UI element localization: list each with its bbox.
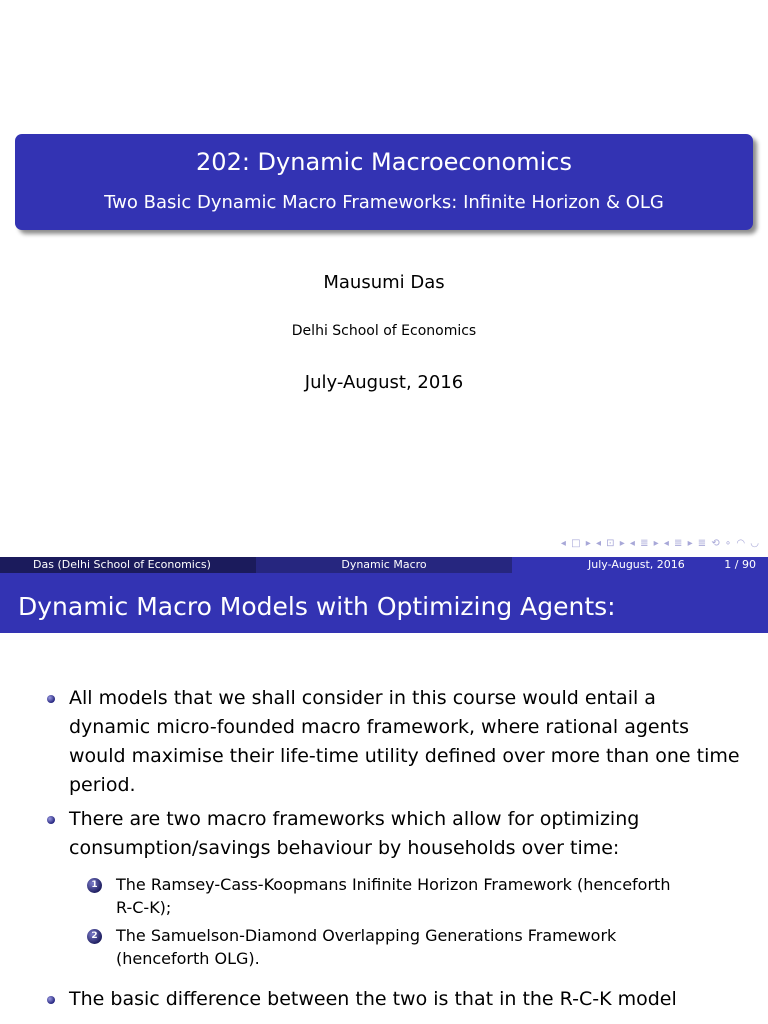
presentation-title: 202: Dynamic Macroeconomics — [196, 148, 572, 176]
presentation-subtitle: Two Basic Dynamic Macro Frameworks: Infinite Horizon & OLG — [104, 192, 664, 213]
bullet-icon — [47, 996, 55, 1004]
bullet-line: consumption/savings behaviour by households over time: — [69, 837, 620, 859]
bullet-line: The basic difference between the two is that in the R-C-K model — [69, 988, 677, 1010]
item-line: R-C-K); — [116, 898, 172, 917]
institute-name: Delhi School of Economics — [291, 323, 477, 339]
presentation-date: July-August, 2016 — [304, 372, 464, 393]
item-number-icon: 1 — [87, 878, 102, 893]
footer-author-institute: Das (Delhi School of Economics) — [0, 557, 256, 573]
footer-short-title: Dynamic Macro — [256, 557, 512, 573]
beamer-navigation-icons[interactable]: ◂ □ ▸ ◂ ⊡ ▸ ◂ ≣ ▸ ◂ ≣ ▸ ≣ ⟲ ∘ ◠ ◡ — [560, 538, 760, 549]
item-line: The Samuelson-Diamond Overlapping Generations Framework — [116, 926, 617, 945]
bullet-line: All models that we shall consider in this course would entail a — [69, 687, 656, 709]
item-line: (henceforth OLG). — [116, 949, 260, 968]
author-name: Mausumi Das — [323, 272, 445, 293]
item-line: The Ramsey-Cass-Koopmans Inifinite Horizon Framework (henceforth — [116, 875, 671, 894]
footer-date: July-August, 2016 — [588, 558, 685, 571]
bullet-icon — [47, 695, 55, 703]
bullet-line: There are two macro frameworks which allow for optimizing — [69, 808, 640, 830]
bullet-line: would maximise their life-time utility defined over more than one time — [69, 745, 740, 767]
title-block — [15, 134, 753, 230]
bullet-line: dynamic micro-founded macro framework, where rational agents — [69, 716, 690, 738]
footer-date-page — [512, 557, 768, 573]
frame-title: Dynamic Macro Models with Optimizing Agents: — [0, 573, 768, 633]
footer-page-number: 1 / 90 — [724, 558, 756, 571]
bullet-icon — [47, 816, 55, 824]
item-number-icon: 2 — [87, 929, 102, 944]
slide-footer — [0, 557, 768, 573]
bullet-line: period. — [69, 774, 136, 796]
